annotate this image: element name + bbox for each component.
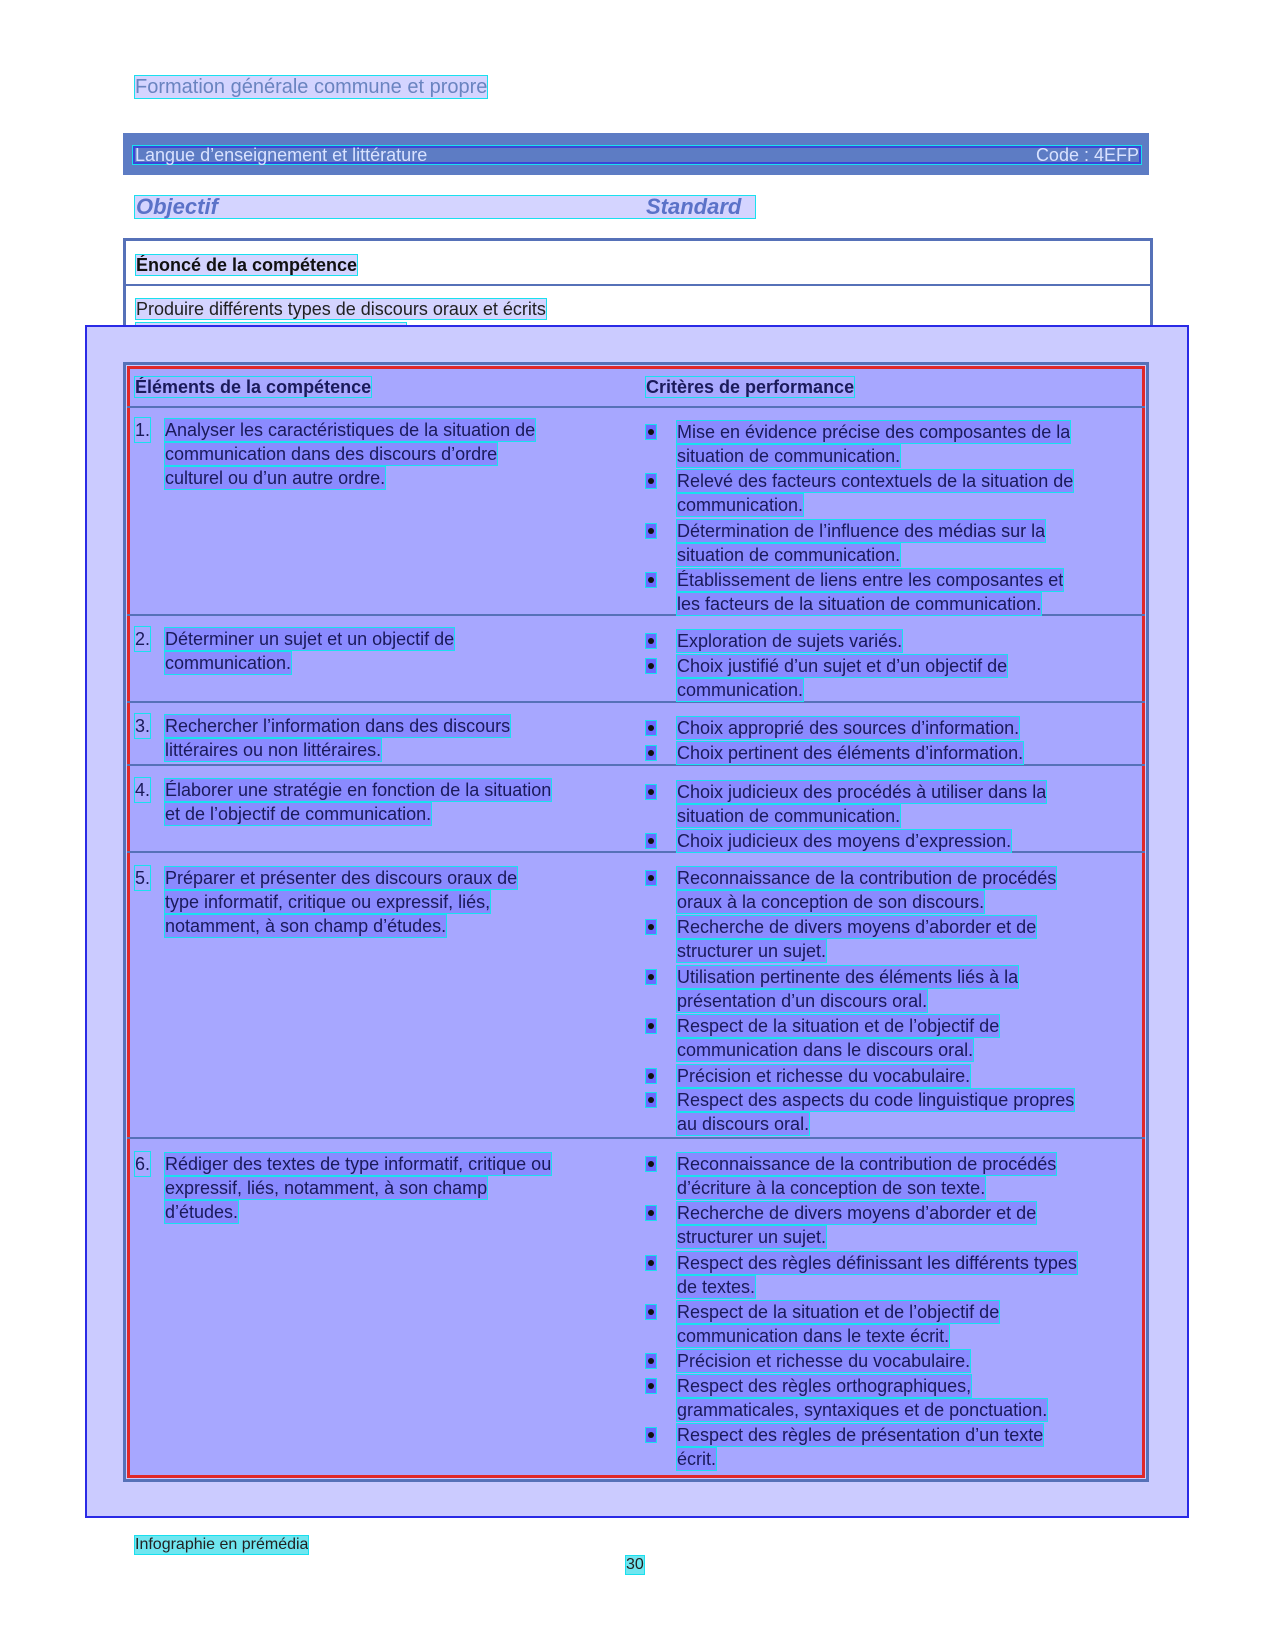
criterion-text-line: écrit. — [677, 1449, 717, 1469]
bullet-icon — [646, 425, 656, 439]
bullet-icon — [646, 746, 656, 760]
element-number: 4. — [135, 780, 151, 800]
criterion-text-line: d’écriture à la conception de son texte. — [677, 1178, 986, 1198]
element-number: 5. — [135, 868, 151, 888]
element-text-line: type informatif, critique ou expressif, liés, — [165, 892, 491, 912]
bullet-icon — [646, 1157, 656, 1171]
row-divider — [127, 701, 1145, 703]
element-text-line: communication dans des discours d’ordre — [165, 444, 498, 464]
element-number: 1. — [135, 420, 151, 440]
element-text-line: Rédiger des textes de type informatif, critique ou — [165, 1154, 552, 1174]
criterion-text-line: Respect des règles de présentation d’un texte — [677, 1425, 1044, 1445]
criterion-text-line: Précision et richesse du vocabulaire. — [677, 1066, 971, 1086]
element-text-line: d’études. — [165, 1202, 239, 1222]
criterion-text-line: Détermination de l’influence des médias sur la — [677, 521, 1046, 541]
footer-program: Infographie en prémédia — [135, 1536, 309, 1553]
criterion-text-line: Choix judicieux des moyens d’expression. — [677, 831, 1012, 851]
element-number: 3. — [135, 716, 151, 736]
bullet-icon — [646, 1379, 656, 1393]
criterion-text-line: Reconnaissance de la contribution de procédés — [677, 868, 1057, 888]
objective-label: Objectif — [136, 194, 218, 219]
bullet-icon — [646, 871, 656, 885]
bullet-icon — [646, 1428, 656, 1442]
element-text-line: et de l’objectif de communication. — [165, 804, 432, 824]
criterion-text-line: Respect de la situation et de l’objectif de — [677, 1302, 1000, 1322]
element-text-line: Déterminer un sujet et un objectif de — [165, 629, 455, 649]
criterion-text-line: structurer un sujet. — [677, 1227, 827, 1247]
bullet-icon — [646, 970, 656, 984]
criterion-text-line: Respect de la situation et de l’objectif de — [677, 1016, 1000, 1036]
criterion-text-line: Utilisation pertinente des éléments liés à la — [677, 967, 1019, 987]
bullet-icon — [646, 1069, 656, 1083]
row-divider — [127, 406, 1145, 408]
criterion-text-line: situation de communication. — [677, 545, 901, 565]
criterion-text-line: communication. — [677, 680, 804, 700]
criterion-text-line: Établissement de liens entre les composantes et — [677, 570, 1064, 590]
bullet-icon — [646, 1019, 656, 1033]
bullet-icon — [646, 573, 656, 587]
criterion-text-line: au discours oral. — [677, 1114, 810, 1134]
objective-standard-row — [135, 196, 755, 218]
bullet-icon — [646, 1206, 656, 1220]
criterion-text-line: Respect des règles définissant les différents types — [677, 1253, 1077, 1273]
criterion-text-line: situation de communication. — [677, 806, 901, 826]
criterion-text-line: situation de communication. — [677, 446, 901, 466]
course-title: Langue d’enseignement et littérature — [135, 145, 428, 165]
criterion-text-line: Recherche de divers moyens d’aborder et de — [677, 917, 1037, 937]
criterion-text-line: Reconnaissance de la contribution de procédés — [677, 1154, 1057, 1174]
criterion-text-line: Choix justifié d’un sujet et d’un objectif de — [677, 656, 1008, 676]
standard-label: Standard — [646, 194, 742, 219]
bullet-icon — [646, 1093, 656, 1107]
column-header-criteria: Critères de performance — [646, 377, 855, 397]
element-text-line: Rechercher l’information dans des discours — [165, 716, 511, 736]
criterion-text-line: Relevé des facteurs contextuels de la situation de — [677, 471, 1074, 491]
element-text-line: culturel ou d’un autre ordre. — [165, 468, 386, 488]
element-text-line: Élaborer une stratégie en fonction de la situation — [165, 780, 552, 800]
element-number: 6. — [135, 1154, 151, 1174]
bullet-icon — [646, 1256, 656, 1270]
criterion-text-line: Exploration de sujets variés. — [677, 631, 903, 651]
bullet-icon — [646, 1354, 656, 1368]
course-title-bar — [123, 133, 1149, 175]
criterion-text-line: communication. — [677, 495, 804, 515]
criterion-text-line: Recherche de divers moyens d’aborder et de — [677, 1203, 1037, 1223]
criterion-text-line: grammaticales, syntaxiques et de ponctuation. — [677, 1400, 1048, 1420]
bullet-icon — [646, 721, 656, 735]
bullet-icon — [646, 785, 656, 799]
criterion-text-line: oraux à la conception de son discours. — [677, 892, 985, 912]
element-text-line: Préparer et présenter des discours oraux de — [165, 868, 518, 888]
element-text-line: communication. — [165, 653, 292, 673]
criterion-text-line: de textes. — [677, 1277, 756, 1297]
criterion-text-line: Respect des aspects du code linguistique propres — [677, 1090, 1075, 1110]
criterion-text-line: Précision et richesse du vocabulaire. — [677, 1351, 971, 1371]
element-number: 2. — [135, 629, 151, 649]
criterion-text-line: Choix judicieux des procédés à utiliser dans la — [677, 782, 1047, 802]
element-text-line: littéraires ou non littéraires. — [165, 740, 382, 760]
criterion-text-line: Choix approprié des sources d’information. — [677, 718, 1020, 738]
bullet-icon — [646, 659, 656, 673]
criterion-text-line: Mise en évidence précise des composantes de la — [677, 422, 1071, 442]
section-heading: Formation générale commune et propre — [135, 76, 488, 98]
criterion-text-line: présentation d’un discours oral. — [677, 991, 928, 1011]
criterion-text-line: Respect des règles orthographiques, — [677, 1376, 972, 1396]
criterion-text-line: structurer un sujet. — [677, 941, 827, 961]
criterion-text-line: Choix pertinent des éléments d’information. — [677, 743, 1024, 763]
bullet-icon — [646, 834, 656, 848]
course-code: Code : 4EFP — [1035, 145, 1139, 165]
column-header-elements: Éléments de la compétence — [135, 377, 372, 397]
competence-heading: Énoncé de la compétence — [136, 255, 358, 275]
bullet-icon — [646, 474, 656, 488]
bullet-icon — [646, 1305, 656, 1319]
competence-line: Produire différents types de discours oraux et écrits — [136, 299, 546, 319]
criterion-text-line: les facteurs de la situation de communication. — [677, 594, 1042, 614]
row-divider — [127, 1137, 1145, 1139]
element-text-line: expressif, liés, notamment, à son champ — [165, 1178, 488, 1198]
element-text-line: Analyser les caractéristiques de la situation de — [165, 420, 536, 440]
bullet-icon — [646, 920, 656, 934]
page-number: 30 — [626, 1556, 644, 1573]
bullet-icon — [646, 634, 656, 648]
element-text-line: notamment, à son champ d’études. — [165, 916, 447, 936]
divider — [126, 284, 1150, 286]
criterion-text-line: communication dans le texte écrit. — [677, 1326, 950, 1346]
row-divider — [127, 764, 1145, 766]
criterion-text-line: communication dans le discours oral. — [677, 1040, 974, 1060]
bullet-icon — [646, 524, 656, 538]
